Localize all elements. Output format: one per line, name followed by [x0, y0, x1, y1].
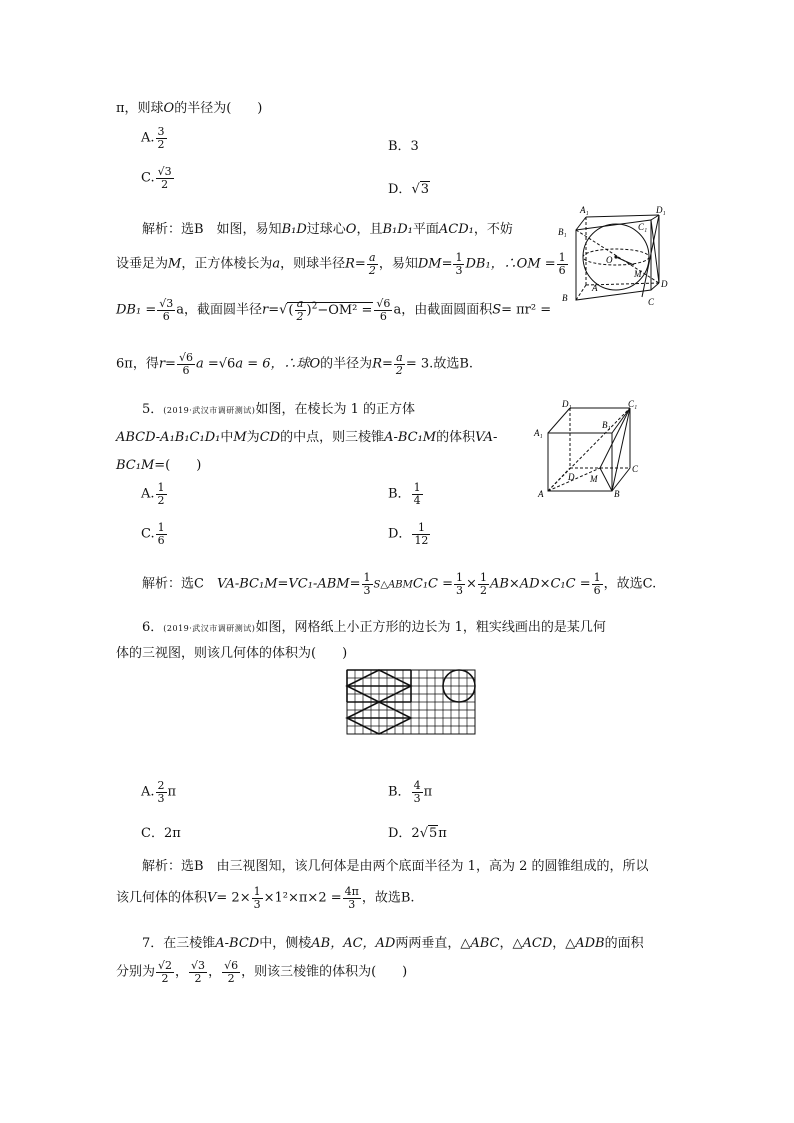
svg-text:D: D	[661, 279, 668, 289]
q6-solution-line-1: 解析：选B 由三视图知，该几何体是由两个底面半径为 1，高为 2 的圆锥组成的，所以	[142, 859, 649, 874]
q4-option-a[interactable]: A. $\frac{3}{2}$	[141, 125, 165, 151]
svg-text:B₁: B₁	[558, 227, 567, 237]
q4-stem: π，则球O的半径为( )	[116, 101, 263, 116]
q4-solution-line-1: 解析：选B 如图，易知B₁D过球心O，且B₁D₁平面ACD₁，不妨	[142, 222, 513, 237]
svg-text:A: A	[538, 489, 544, 498]
front-face	[576, 220, 651, 300]
q6-option-d[interactable]: D．2√5π	[388, 826, 447, 841]
center-point	[614, 255, 617, 258]
svg-text:D₁: D₁	[562, 399, 572, 409]
q4-solution-line-3: DB₁ = $\frac{√3}{6}$ a，截面圆半径r=√( $\frac{a}{2}$ )$^2$−OM² = $\frac{√6}{6}$ a，由截面圆面积S= πr² =	[116, 297, 552, 323]
svg-text:A: A	[592, 283, 598, 293]
cube-pyramid-figure	[532, 398, 652, 498]
svg-text:C₁: C₁	[638, 222, 648, 232]
svg-text:A₁: A₁	[534, 428, 543, 438]
svg-text:M: M	[590, 474, 598, 484]
q5-solution: 解析：选C VA-BC₁M=VC₁-ABM= $\frac{1}{3}$ S△ABMC₁C = $\frac{1}{3}$ × $\frac{1}{2}$ AB×AD×C₁C = $\frac{1}{6}$ ，故选C.	[142, 571, 657, 597]
svg-text:C: C	[648, 297, 655, 307]
front-face	[548, 433, 612, 491]
svg-text:B: B	[562, 293, 568, 303]
q4-option-c[interactable]: C. $\frac{√3}{2}$	[141, 165, 172, 191]
q6-line-1: 6．(2019·武汉市调研测试)如图，网格纸上小正方形的边长为 1，粗实线画出的是某几何	[142, 620, 606, 635]
q4-option-d[interactable]: D．√3	[388, 182, 430, 197]
q4-solution-line-2: 设垂足为M，正方体棱长为a，则球半径R= $\frac{a}{2}$ ，易知DM= $\frac{1}{3}$ DB₁，∴OM = $\frac{1}{6}$	[116, 251, 566, 277]
svg-text:C: C	[632, 464, 639, 474]
three-view-grid-figure	[344, 667, 479, 739]
q5-line-2: ABCD-A₁B₁C₁D₁中M为CD的中点，则三棱锥A-BC₁M的体积VA-	[116, 430, 498, 445]
q6-solution-line-2: 该几何体的体积V= 2× $\frac{1}{3}$ ×1²×π×2 = $\frac{4\pi}{3}$ ，故选B.	[116, 885, 415, 911]
q5-line-3: BC₁M=( )	[116, 458, 202, 473]
q7-line-1: 7．在三棱锥A-BCD中，侧棱AB，AC，AD两两垂直，△ABC，△ACD，△ADB的面积	[142, 936, 644, 951]
svg-text:B: B	[614, 489, 620, 498]
q5-option-c[interactable]: C. $\frac{1}{6}$	[141, 521, 165, 547]
q5-option-d[interactable]: D． $\frac{1}{12}$	[388, 521, 429, 547]
svg-text:D₁: D₁	[656, 205, 666, 215]
q4-solution-line-4: 6π，得r= $\frac{√6}{6}$ a =√6a = 6，∴球O的半径为R= $\frac{a}{2}$ = 3.故选B.	[116, 351, 474, 377]
cube-sphere-figure	[556, 205, 668, 315]
svg-text:D: D	[568, 472, 575, 482]
q6-line-2: 体的三视图，则该几何体的体积为( )	[116, 646, 348, 661]
q7-line-2: 分别为 $\frac{√2}{2}$ ， $\frac{√3}{2}$ ， $\frac{√6}{2}$ ，则该三棱锥的体积为( )	[116, 959, 408, 985]
q4-option-b[interactable]: B．3	[388, 139, 419, 154]
q6-option-a[interactable]: A. $\frac{2}{3}$ π	[141, 779, 177, 805]
svg-text:O: O	[606, 255, 613, 265]
q6-option-c[interactable]: C．2π	[141, 826, 181, 841]
q5-line-1: 5．(2019·武汉市调研测试)如图，在棱长为 1 的正方体	[142, 402, 415, 417]
q5-option-a[interactable]: A. $\frac{1}{2}$	[141, 481, 165, 507]
svg-text:B₁: B₁	[602, 420, 611, 430]
svg-text:A₁: A₁	[580, 205, 589, 215]
svg-text:M: M	[634, 269, 642, 279]
q5-option-b[interactable]: B． $\frac{1}{4}$	[388, 481, 421, 507]
q6-option-b[interactable]: B． $\frac{4}{3}$ π	[388, 779, 433, 805]
svg-text:C₁: C₁	[628, 399, 638, 409]
